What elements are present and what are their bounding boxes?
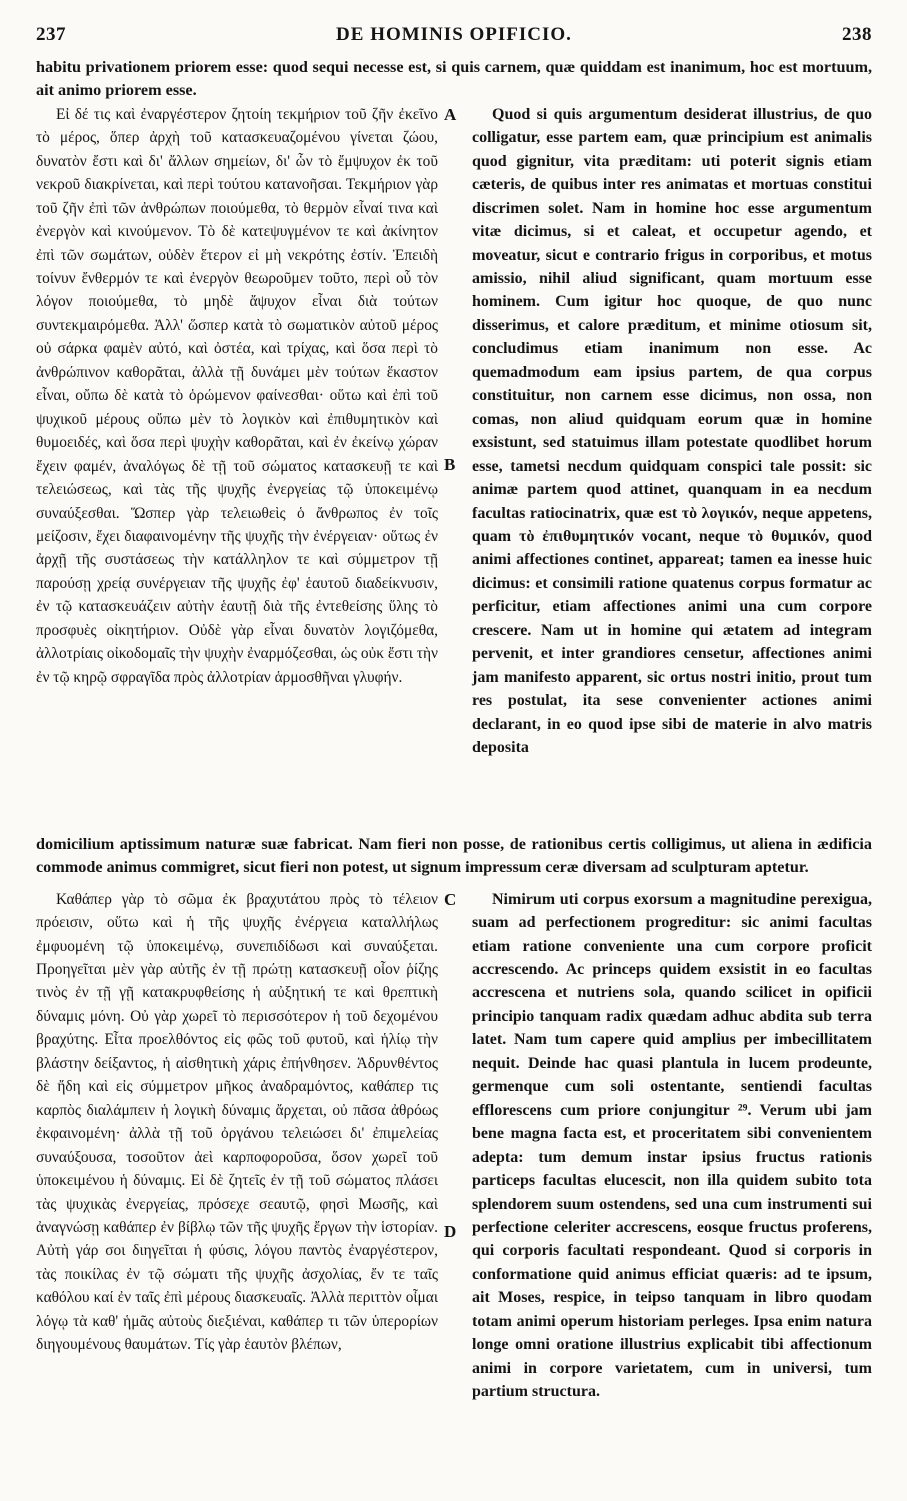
marker-d: D	[444, 1221, 457, 1241]
latin-paragraph-2: Nimirum uti corpus exorsum a magnitudine perexigua, suam ad perfectionem progreditur: sic animi facultas etiam ratione conveniente una cum corpore proficit accrescendo. Ac princeps quidem exsistit in eo facultas accrescena et nutriens sola, quando scilicet in opificii principio tanquam radix quædam adhuc abdita sub terra latet. Nam tum capere quid amplius per imbecillitatem nequit. Deinde hac quasi plantula in lucem prodeunte, germenque cum soli ostentante, sentiendi facultas efflorescens cum priore conjungitur ²⁹. Verum ubi jam bene magna facta est, et proceritatem sibi convenientem adepta: tum demum instar ipsius fructus rationis particeps facultas elucescit, non illa quidem subito tota splendorem suum ostendens, sed una cum instrumenti sui perfectione celeriter accrescens, eosque fructus proferens, qui corporis facultati respondeant. Quod si corporis in conformatione quid animus efficiat quæris: ad te ipsum, ait Moses, respice, in teipso tanquam in libro quodam totam animi operum historiam perleges. Ipsa enim natura longe omni oratione illustrius explicabit tibi affectionum animi in corpore varietatem, cum in universi, tum partium structura.	[472, 890, 872, 1401]
top-latin-paragraph: habitu privationem priorem esse: quod sequi necesse est, si quis carnem, quæ quiddam est inanimum, hoc est mortuum, ait animo priorem esse.	[36, 58, 872, 100]
section-markers-1	[438, 103, 472, 832]
middle-latin-paragraph: domicilium aptissimum naturæ suæ fabricat. Nam fieri non posse, de rationibus certis colligimus, ut aliena in ædificia commode animus commigret, sicut fieri non potest, ut signum impressum ceræ diversam ad sculpturam aptetur.	[36, 834, 872, 877]
section-1	[36, 103, 872, 832]
section-markers-2	[438, 888, 472, 1475]
greek-column-1	[36, 103, 438, 832]
right-page-number: 238	[841, 24, 872, 45]
latin-column-2	[472, 888, 872, 1475]
marker-c: C	[444, 889, 457, 909]
running-title: DE HOMINIS OPIFICIO.	[336, 24, 572, 45]
left-page-number: 237	[36, 24, 66, 45]
running-header	[36, 24, 872, 56]
marker-a: A	[444, 104, 457, 124]
latin-paragraph-1: Quod si quis argumentum desiderat illustrius, de quo colligatur, esse partem eam, quæ principium est animalis quod gignitur, vita præditam: uti poterit signis etiam cæteris, de quibus inter res animatas et mortuas constitui discrimen solet. Nam in homine hoc esse argumentum vitæ dicimus, si et caleat, et occupetur agendo, et moveatur, sicut e contrario frigus in corporibus, et motus amissio, nihil aliud significant, quam mortuum esse hominem. Cum igitur hoc quoque, de quo nunc disserimus, et calore præditum, et minime otiosum sit, concludimus etiam inanimum non esse. Ac quemadmodum eam ipsius partem, de qua corpus constituitur, non carnem esse dicimus, non ossa, non comas, non aliud quidquam eorum quæ in homine exsistunt, sed statuimus illam potestate quodlibet horum esse, tametsi necdum quidquam conspici tale possit: sic animæ partem quod attinet, quanquam in ea necdum facultas ratiocinatrix, quæ est τὸ λογικόν, neque appetens, quam τὸ ἐπιθυμητικόν vocant, neque τὸ θυμικόν, quod animi affectiones continet, appareat; tamen ea inesse huic dicimus: et consimili ratione quatenus corpus formatur ac perficitur, etiam affectiones animi una cum corpore crescere. Nam ut in homine qui ætatem ad integram pervenit, et inter grandiores censetur, affectiones animi jam manifesto apparent, sic ortus nostri initio, prout tum res postulat, ita sese convenienter actiones animi declarant, in eo quod ipse sibi de materie in alvo matris deposita	[472, 105, 872, 757]
greek-paragraph-1: Εἰ δέ τις καὶ ἐναργέστερον ζητοίη τεκμήριον τοῦ ζῆν ἐκεῖνο τὸ μέρος, ὅπερ ἀρχὴ τοῦ κατασκευαζομένου γίνεται ζώου, δυνατὸν ἔστι καὶ δι' ἄλλων σημείων, δι' ὧν τὸ ἔμψυχον ἐκ τοῦ νεκροῦ διακρίνεται, καὶ περὶ τούτου κατανοῆσαι. Τεκμήριον γὰρ τοῦ ζῆν ἐπὶ τῶν ἀνθρώπων ποιούμεθα, τὸ θερμὸν εἶναί τινα καὶ ἐνεργὸν καὶ κινούμενον. Τὸ δὲ κατεψυγμένον τε καὶ ἀκίνητον ἐπὶ τῶν σωμάτων, οὐδὲν ἕτερον εἰ μὴ νεκρότης ἐστίν. Ἐπειδὴ τοίνυν ἔνθερμόν τε καὶ ἐνεργὸν θεωροῦμεν τοῦτο, περὶ οὗ τὸν λόγον ποιούμεθα, τὸ μηδὲ ἄψυχον εἶναι διὰ τούτων συντεκμαιρόμεθα. Ἀλλ' ὥσπερ κατὰ τὸ σωματικὸν αὐτοῦ μέρος οὐ σάρκα φαμὲν αὐτό, καὶ ὀστέα, καὶ τρίχας, καὶ ὅσα περὶ τὸ ἀνθρώπινον καθορᾶται, ἀλλὰ τῇ δυνάμει μὲν τούτων ἕκαστον εἶναι, οὔπω δὲ κατὰ τὸ ὁρώμενον φαίνεσθαι· οὕτω καὶ ἐπὶ τοῦ ψυχικοῦ μέρους οὔπω μὲν τὸ λογικὸν καὶ ἐπιθυμητικὸν καὶ θυμοειδές, καὶ ὅσα περὶ ψυχὴν καθορᾶται, καὶ ἐν ἐκείνῳ χώραν ἔχειν φαμέν, ἀναλόγως δὲ τῇ τοῦ σώματος κατασκευῇ τε καὶ τελειώσεως, καὶ τὰς τῆς ψυχῆς ἐνεργείας τῷ ὑποκειμένῳ συναύξεσθαι. Ὥσπερ γὰρ τελειωθεὶς ὁ ἄνθρωπος ἐν τοῖς μείζοσιν, ἔχει διαφαινομένην τῆς ψυχῆς τὴν ἐνέργειαν· οὕτως ἐν ἀρχῇ τῆς συστάσεως τὴν κατάλληλον τε καὶ σύμμετρον τῇ παρούσῃ χρείᾳ συνέργειαν τῆς ψυχῆς ἐφ' ἑαυτοῦ διαδείκνυσιν, ἐν τῷ κατασκευάζειν αὐτὴν ἑαυτῇ διὰ τῆς ἐντεθείσης ὕλης τὸ προσφυὲς οἰκητήριον. Οὐδὲ γὰρ εἶναι δυνατὸν λογιζόμεθα, ἀλλοτρίαις οἰκοδομαῖς τὴν ψυχὴν ἐναρμόζεσθαι, ὡς οὐκ ἔστι τὴν ἐν τῷ κηρῷ σφραγῖδα πρὸς ἀλλοτρίαν ἁρμοσθῆναι γλυφήν.	[36, 105, 438, 686]
latin-column-1	[472, 103, 872, 832]
section-2	[36, 888, 872, 1475]
greek-column-2	[36, 888, 438, 1475]
page	[36, 24, 872, 1475]
marker-b: B	[444, 454, 456, 474]
greek-paragraph-2: Καθάπερ γὰρ τὸ σῶμα ἐκ βραχυτάτου πρὸς τὸ τέλειον πρόεισιν, οὕτω καὶ ἡ τῆς ψυχῆς ἐνέργεια καταλλήλως ἐμφυομένη τῷ ὑποκειμένῳ, συνεπιδίδωσι καὶ συναύξεται. Προηγεῖται μὲν γὰρ αὐτῆς ἐν τῇ πρώτῃ κατασκευῇ οἷον ῥίζης τινὸς ἐν τῇ γῇ κατακρυφθείσης ἡ αὐξητική τε καὶ θρεπτικὴ δύναμις μόνη. Οὐ γὰρ χωρεῖ τὸ περισσότερον ἡ τοῦ δεχομένου βραχύτης. Εἶτα προελθόντος εἰς φῶς τοῦ φυτοῦ, καὶ ἡλίῳ τὴν βλάστην δείξαντος, ἡ αἰσθητικὴ χάρις ἐπήνθησεν. Ἁδρυνθέντος δὲ ἤδη καὶ εἰς σύμμετρον μῆκος ἀναδραμόντος, καθάπερ τις καρπὸς διαλάμπειν ἡ λογικὴ δύναμις ἄρχεται, οὐ πᾶσα ἀθρόως ἐκφαινομένη· ἀλλὰ τῇ τοῦ ὀργάνου τελειώσει δι' ἐπιμελείας συναύξουσα, τοσοῦτον ἀεὶ καρποφοροῦσα, ὅσον χωρεῖ τοῦ ὑποκειμένου ἡ δύναμις. Εἰ δὲ ζητεῖς ἐν τῇ τοῦ σώματος πλάσει τὰς ψυχικὰς ἐνεργείας, πρόσεχε σεαυτῷ, φησὶ Μωσῆς, καὶ ἀναγνώσῃ καθάπερ ἐν βίβλῳ τῶν τῆς ψυχῆς ἔργων τὴν ἱστορίαν. Αὐτὴ γάρ σοι διηγεῖται ἡ φύσις, λόγου παντὸς ἐναργέστερον, τὰς ποικίλας ἐν τῷ σώματι τῆς ψυχῆς ἀσχολίας, ἔν τε ταῖς καθόλου καί ἐν ταῖς ἐπὶ μέρους διασκευαῖς. Ἀλλὰ περιττὸν οἶμαι λόγῳ τὰ καθ' ἡμᾶς αὐτοὺς διεξιέναι, καθάπερ τι τῶν ὑπερορίων διηγουμένους θαυμάτων. Τίς γὰρ ἑαυτὸν βλέπων,	[36, 890, 438, 1354]
